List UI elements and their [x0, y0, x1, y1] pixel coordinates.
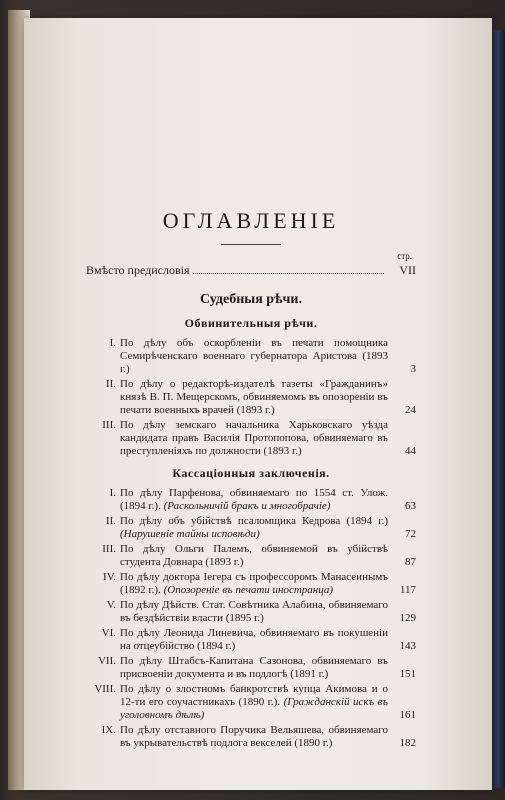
entry-note: (Гражданскій искъ въ уголовномъ дѣлѣ) — [120, 696, 389, 721]
toc-entry[interactable] — [86, 515, 416, 541]
entry-text-block — [120, 515, 388, 541]
entry-number: V. — [106, 599, 116, 611]
entry-text-block — [120, 543, 388, 569]
entry-text-block — [120, 655, 388, 681]
entry-page-number: 72 — [405, 528, 416, 540]
entry-number: III. — [102, 419, 116, 431]
entry-number: VI. — [101, 627, 116, 639]
entry-note: (Нарушеніе тайны исповѣди) — [120, 528, 260, 540]
entry-text: По дѣлу Штабсъ-Капитана Сазонова, обвиняемаго въ присвоеніи документа и въ подлогѣ (1891 г.) — [120, 655, 388, 680]
entry-text: По дѣлу Дѣйств. Стат. Совѣтника Алабина, обвиняемаго въ бездѣйствіи власти (1895 г.) — [120, 599, 388, 624]
entry-number: I. — [109, 337, 116, 349]
entry-page-number: 3 — [410, 363, 416, 375]
toc-entry[interactable] — [86, 419, 416, 458]
page-title: ОГЛАВЛЕНІЕ — [162, 208, 340, 233]
preface-page: VII — [399, 263, 416, 277]
toc-list — [86, 487, 416, 750]
entry-text: По дѣлу объ оскорбленіи въ печати помощника Семирѣченскаго военнаго губернатора Аристова (1893 г.) — [120, 337, 388, 375]
toc-entry[interactable] — [86, 378, 416, 417]
entry-text: По дѣлу земскаго начальника Харьковскаго уѣзда кандидата правъ Василія Протопопова, обвиняемаго въ преступленіяхъ по должности (1893 г.) — [120, 419, 388, 457]
entry-note: (Опозореніе въ печати иностранца) — [163, 584, 334, 596]
preface-text: Вмѣсто предисловія — [86, 263, 190, 277]
entry-number: III. — [102, 543, 116, 555]
entry-number: II. — [105, 515, 116, 527]
preface-entry[interactable] — [86, 263, 416, 278]
entry-page-number: 87 — [405, 556, 416, 568]
page-column-header: стр. — [397, 251, 412, 261]
entry-page-number: 44 — [405, 445, 416, 457]
entry-page-number: 63 — [405, 500, 416, 512]
entry-page-number: 24 — [405, 404, 416, 416]
entry-number: VII. — [97, 655, 116, 667]
entry-number: I. — [109, 487, 116, 499]
toc-entry[interactable] — [86, 655, 416, 681]
entry-text: По дѣлу Леонида Линевича, обвиняемаго въ покушеніи на отцеубійство (1894 г.) — [120, 627, 388, 652]
entry-text-block — [120, 337, 388, 376]
entry-text: По дѣлу доктора Іегера съ профессоромъ Манасеинымъ (1892 г.). — [120, 571, 388, 596]
toc-entry[interactable] — [86, 683, 416, 722]
toc-list — [86, 337, 416, 458]
entry-text: По дѣлу отставного Поручика Вельяшева, обвиняемаго въ укрывательствѣ подлога векселей (1890 г.) — [120, 724, 388, 749]
entry-text: По дѣлу объ убійствѣ псаломщика Кедрова (1894 г.) — [120, 515, 388, 527]
entry-text: По дѣлу Ольги Палемъ, обвиняемой въ убійствѣ студента Довнара (1893 г.) — [120, 543, 388, 568]
toc-entry[interactable] — [86, 543, 416, 569]
entry-text: По дѣлу Парфенова, обвиняемаго по 1554 ст. Улож. (1894 г.). — [120, 487, 388, 512]
entry-text: По дѣлу о редакторѣ-издателѣ газеты «Гражданинъ» князѣ В. П. Мещерскомъ, обвиняемомъ въ опозореніи въ печати военныхъ врачей (1893 г.) — [120, 378, 388, 416]
entry-note: (Раскольничій бракъ и многобрачіе) — [163, 500, 331, 512]
toc-entry[interactable] — [86, 487, 416, 513]
subsection-title: Кассаціонныя заключенія. — [172, 466, 330, 480]
entry-page-number: 161 — [399, 709, 416, 721]
entry-text-block — [120, 378, 388, 417]
entry-page-number: 151 — [399, 668, 416, 680]
toc-entry[interactable] — [86, 337, 416, 376]
title-rule — [221, 244, 281, 245]
toc-entry[interactable] — [86, 724, 416, 750]
entry-page-number: 182 — [399, 737, 416, 749]
entry-page-number: 129 — [399, 612, 416, 624]
entry-text-block — [120, 419, 388, 458]
toc-entry[interactable] — [86, 627, 416, 653]
entry-text-block — [120, 683, 388, 722]
entry-number: IX. — [101, 724, 116, 736]
entry-text-block — [120, 599, 388, 625]
entry-text: По дѣлу о злостномъ банкротствѣ купца Акимова и о 12-ти его соучастникахъ (1890 г.). — [120, 683, 388, 708]
entry-text-block — [120, 724, 388, 750]
entry-page-number: 117 — [399, 584, 416, 596]
entry-number: IV. — [103, 571, 116, 583]
table-of-contents — [86, 200, 416, 752]
toc-entry[interactable] — [86, 571, 416, 597]
subsection-title: Обвинительныя рѣчи. — [184, 316, 318, 330]
entry-number: VIII. — [94, 683, 116, 695]
entry-text-block — [120, 571, 388, 597]
entry-page-number: 143 — [399, 640, 416, 652]
entry-text-block — [120, 487, 388, 513]
entry-number: II. — [105, 378, 116, 390]
entry-text-block — [120, 627, 388, 653]
toc-entry[interactable] — [86, 599, 416, 625]
dot-leader — [193, 263, 384, 274]
section-title: Судебныя рѣчи. — [200, 292, 302, 307]
